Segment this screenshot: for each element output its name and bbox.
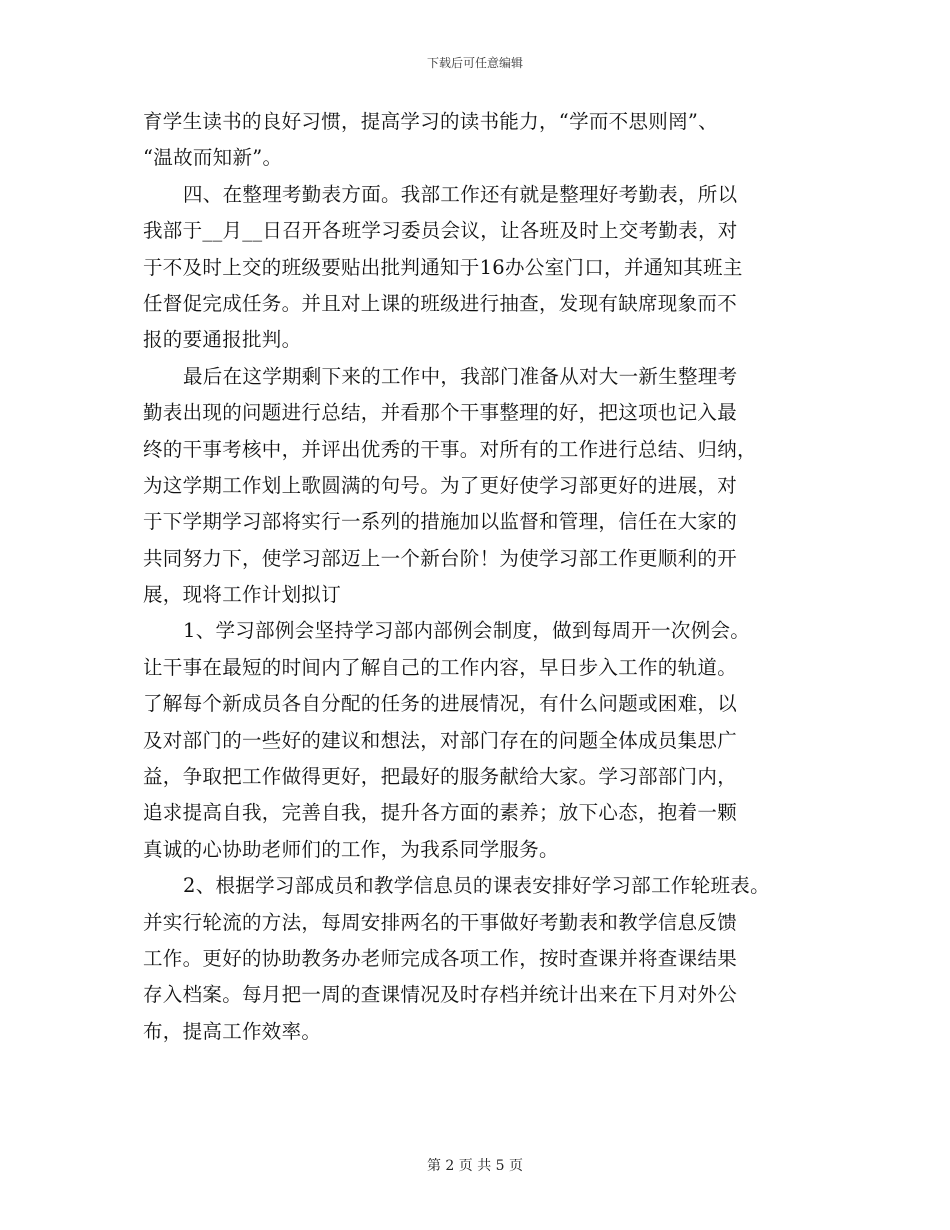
text-line: 共同努力下，使学习部迈上一个新台阶！为使学习部工作更顺利的开 (143, 546, 738, 570)
text-line: 我部于__月__日召开各班学习委员会议，让各班及时上交考勤表，对 (143, 219, 738, 243)
text-line: 展，现将工作计划拟订 (143, 583, 342, 607)
text-line: 让干事在最短的时间内了解自己的工作内容，早日步入工作的轨道。 (143, 655, 738, 679)
text-line: 最后在这学期剩下来的工作中，我部门准备从对大一新生整理考 (183, 364, 738, 388)
text-line: 任督促完成任务。并且对上课的班级进行抽查，发现有缺席现象而不 (143, 291, 738, 315)
text-line: 益，争取把工作做得更好，把最好的服务献给大家。学习部部门内， (143, 765, 738, 789)
text-line: 于不及时上交的班级要贴出批判通知于16办公室门口，并通知其班主 (143, 255, 743, 279)
text-line: 布，提高工作效率。 (143, 1019, 322, 1043)
text-line: 并实行轮流的方法，每周安排两名的干事做好考勤表和教学信息反馈 (143, 910, 738, 934)
text-line: 真诚的心协助老师们的工作，为我系同学服务。 (143, 837, 559, 861)
text-line: 存入档案。每月把一周的查课情况及时存档并统计出来在下月对外公 (143, 983, 738, 1007)
text-line: 1、学习部例会坚持学习部内部例会制度，做到每周开一次例会。 (183, 619, 751, 643)
text-line: 2、根据学习部成员和教学信息员的课表安排好学习部工作轮班表。 (183, 874, 770, 898)
text-line: 于下学期学习部将实行一系列的措施加以监督和管理，信任在大家的 (143, 510, 738, 534)
page-footer: 第 2 页 共 5 页 (426, 1158, 524, 1174)
text-line: 报的要通报批判。 (143, 328, 302, 352)
text-line: 终的干事考核中，并评出优秀的干事。对所有的工作进行总结、归纳， (143, 437, 757, 461)
text-line: “温故而知新”。 (143, 146, 283, 170)
text-line: 勤表出现的问题进行总结，并看那个干事整理的好，把这项也记入最 (143, 401, 738, 425)
text-line: 工作。更好的协助教务办老师完成各项工作，按时查课并将查课结果 (143, 946, 738, 970)
text-line: 为这学期工作划上歌圆满的句号。为了更好使学习部更好的进展，对 (143, 473, 738, 497)
text-line: 及对部门的一些好的建议和想法，对部门存在的问题全体成员集思广 (143, 728, 738, 752)
document-body (143, 104, 823, 1050)
text-line: 了解每个新成员各自分配的任务的进展情况，有什么问题或困难，以 (143, 692, 738, 716)
text-line: 育学生读书的良好习惯，提高学习的读书能力，“学而不思则罔”、 (143, 110, 718, 133)
page-header: 下载后可任意编辑 (426, 56, 523, 70)
text-line: 追求提高自我，完善自我，提升各方面的素养；放下心态，抱着一颗 (143, 801, 738, 825)
text-line: 四、在整理考勤表方面。我部工作还有就是整理好考勤表，所以 (183, 182, 738, 206)
